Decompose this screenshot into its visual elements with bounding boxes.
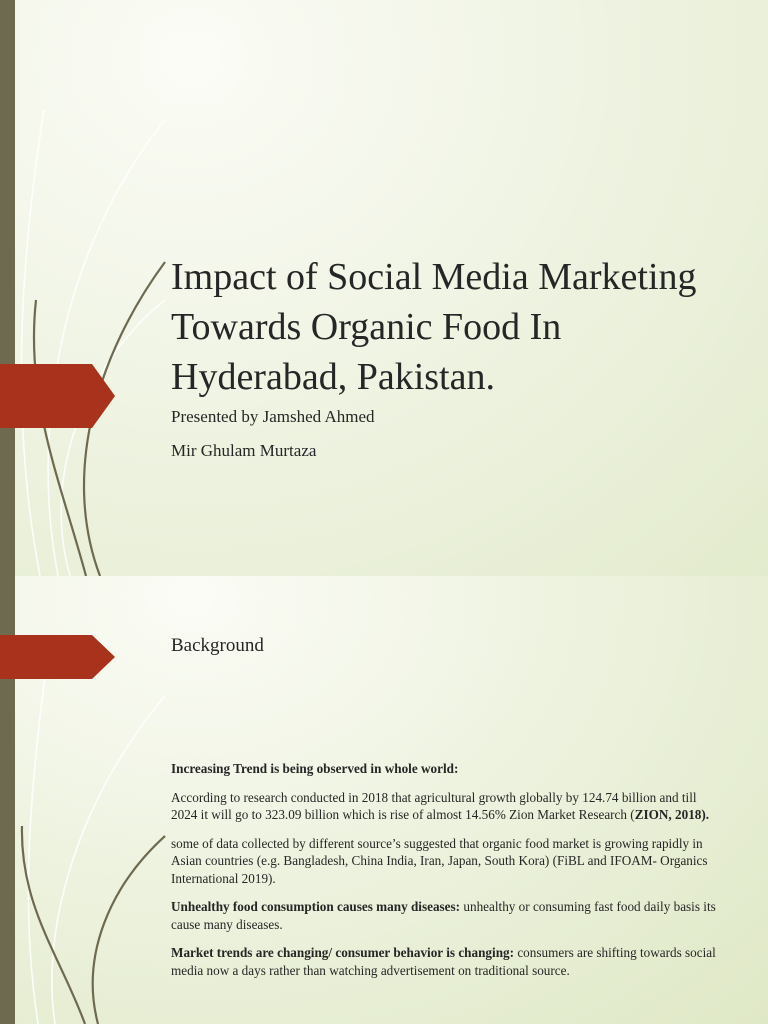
background-slide [0, 576, 768, 1024]
presenter-line: Presented by Jamshed Ahmed [171, 407, 375, 426]
citation-bold: ZION, 2018). [634, 807, 710, 822]
paragraph-text: unhealthy or consuming fast food daily basis its cause many diseases. [171, 899, 716, 932]
left-accent-bar [0, 0, 15, 576]
paragraph-text: According to research conducted in 2018 that agricultural growth globally by 124.74 billion and till 2024 it will go to 323.09 billion which is rise of almost 14.56% Zion Market Research ( [171, 789, 697, 822]
decorative-vines [0, 0, 200, 576]
paragraph-diseases [171, 898, 716, 933]
paragraph-market-trends [171, 944, 716, 979]
paragraph-text: consumers are shifting towards social media now a days rather than watching advertisement on traditional source. [171, 945, 716, 978]
bold-lead: Unhealthy food consumption causes many diseases: [171, 899, 461, 914]
red-arrow-marker [0, 635, 115, 679]
red-arrow-marker [0, 364, 115, 428]
paragraph-asia: some of data collected by different source’s suggested that organic food market is growing rapidly in Asian countries (e.g. Bangladesh, China India, Iran, Japan, South Kora) (FiBL and IFOAM- Organics International 2019). [171, 835, 708, 886]
slide-title: Impact of Social Media Marketing Towards Organic Food In Hyderabad, Pakistan. [171, 256, 697, 398]
bold-lead: Market trends are changing/ consumer behavior is changing: [171, 945, 515, 960]
body-text [171, 760, 716, 990]
lead-heading: Increasing Trend is being observed in whole world: [171, 761, 459, 776]
second-author-line: Mir Ghulam Murtaza [171, 441, 317, 460]
paragraph-research [171, 789, 716, 824]
section-heading: Background [171, 635, 264, 656]
